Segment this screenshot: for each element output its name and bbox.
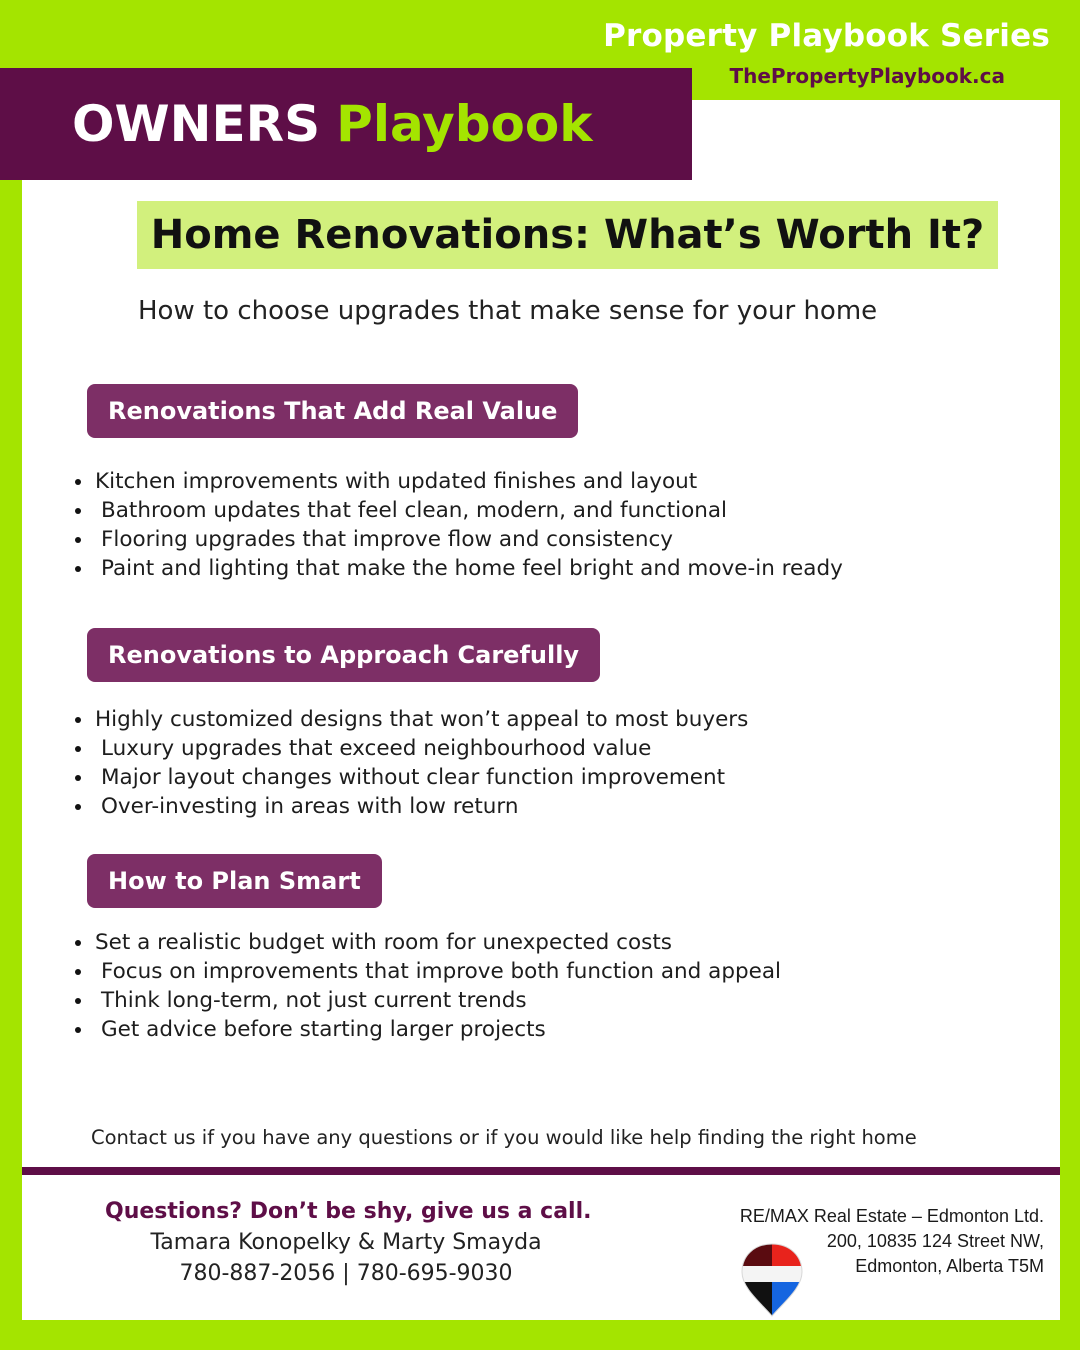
address-line: Edmonton, Alberta T5M xyxy=(855,1256,1044,1276)
list-item: Major layout changes without clear function improvement xyxy=(75,763,748,792)
contact-line: Contact us if you have any questions or if you would like help finding the right home xyxy=(91,1126,917,1149)
list-item: Set a realistic budget with room for unexpected costs xyxy=(75,928,781,957)
list-item: Flooring upgrades that improve flow and consistency xyxy=(75,525,843,554)
section-list-careful xyxy=(75,705,748,821)
list-item: Luxury upgrades that exceed neighbourhood value xyxy=(75,734,748,763)
address-line: 200, 10835 124 Street NW, xyxy=(826,1231,1044,1251)
list-item: Get advice before starting larger projects xyxy=(75,1015,781,1044)
document-title-box xyxy=(137,201,998,269)
section-list-value xyxy=(75,467,843,583)
remax-balloon-logo-icon xyxy=(740,1242,804,1318)
banner-word-owners: OWNERS xyxy=(72,95,321,153)
list-item: Over-investing in areas with low return xyxy=(75,792,748,821)
section-heading-label: Renovations to Approach Carefully xyxy=(108,641,580,669)
document-subtitle: How to choose upgrades that make sense for your home xyxy=(138,296,878,326)
address-line: RE/MAX Real Estate – Edmonton Ltd. xyxy=(739,1206,1044,1226)
list-item: Think long-term, not just current trends xyxy=(75,986,781,1015)
owners-banner xyxy=(0,68,692,180)
list-item: Paint and lighting that make the home feel bright and move-in ready xyxy=(75,554,843,583)
list-item: Bathroom updates that feel clean, modern, and functional xyxy=(75,496,843,525)
footer-question: Questions? Don’t be shy, give us a call. xyxy=(105,1199,592,1224)
series-title: Property Playbook Series xyxy=(603,18,1050,54)
list-item: Kitchen improvements with updated finishes and layout xyxy=(75,467,843,496)
section-list-plan xyxy=(75,928,781,1044)
banner-word-playbook: Playbook xyxy=(336,95,593,153)
phone-numbers[interactable]: 780-887-2056 | 780-695-9030 xyxy=(179,1261,513,1286)
footer-divider xyxy=(22,1167,1060,1175)
list-item: Highly customized designs that won’t appeal to most buyers xyxy=(75,705,748,734)
section-heading-value xyxy=(87,384,578,438)
section-heading-label: How to Plan Smart xyxy=(108,867,361,895)
document-title: Home Renovations: What’s Worth It? xyxy=(150,212,985,258)
section-heading-label: Renovations That Add Real Value xyxy=(108,397,558,425)
section-heading-plan xyxy=(87,854,382,908)
agent-names: Tamara Konopelky & Marty Smayda xyxy=(150,1230,542,1255)
website-link[interactable]: ThePropertyPlaybook.ca xyxy=(729,64,1005,88)
list-item: Focus on improvements that improve both function and appeal xyxy=(75,957,781,986)
footer-contact xyxy=(105,1199,592,1286)
section-heading-careful xyxy=(87,628,600,682)
